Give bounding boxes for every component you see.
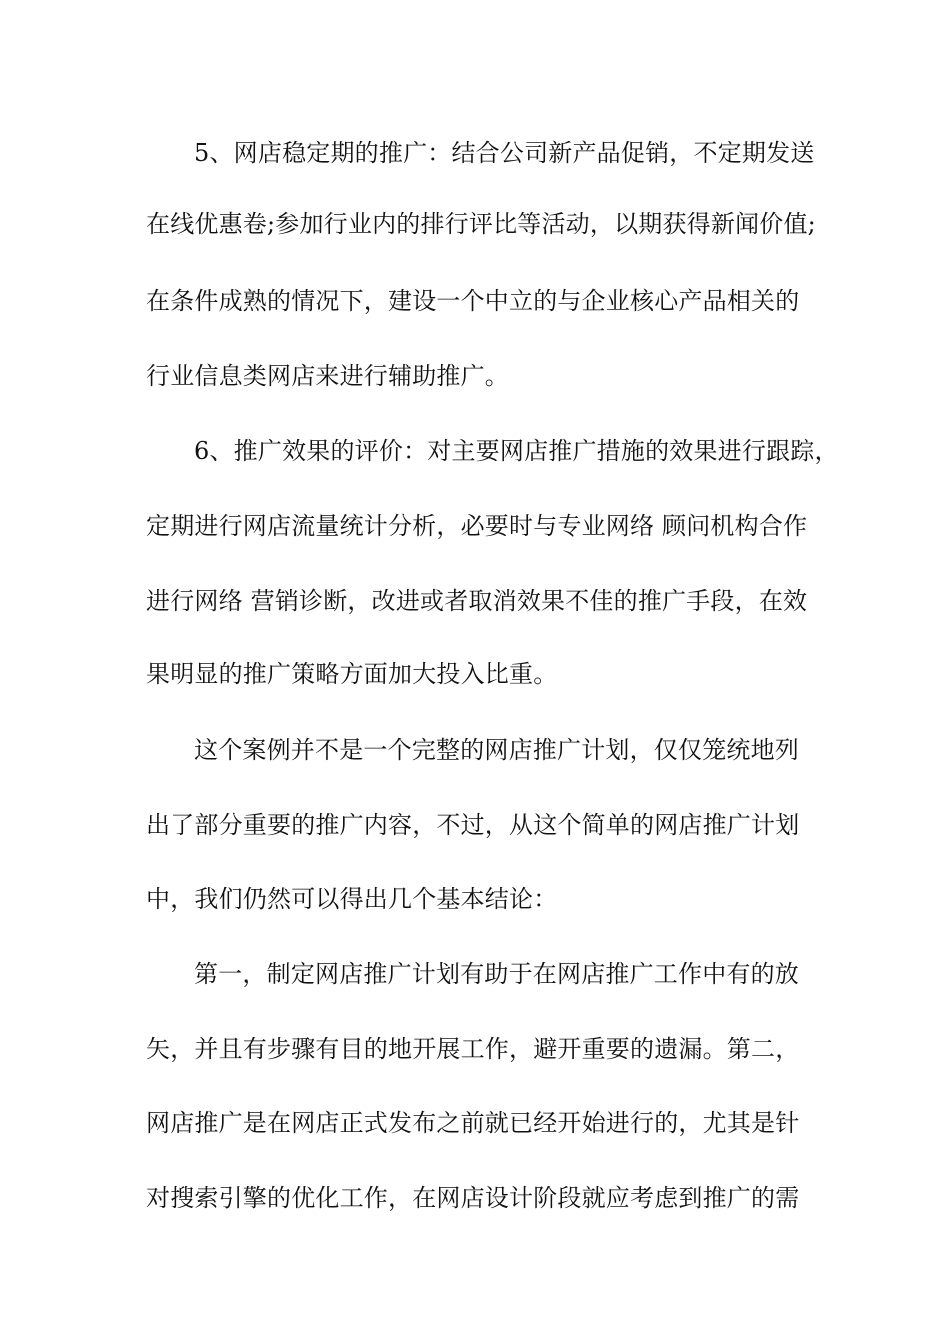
text-line: 在线优惠卷;参加行业内的排行评比等活动，以期获得新闻价值; <box>146 210 816 238</box>
text-line: 对搜索引擎的优化工作，在网店设计阶段就应考虑到推广的需 <box>146 1184 800 1212</box>
text-line: 定期进行网店流量统计分析，必要时与专业网络 顾问机构合作 <box>146 512 808 540</box>
text-line: 果明显的推广策略方面加大投入比重。 <box>146 660 558 688</box>
text-line: 第一，制定网店推广计划有助于在网店推广工作中有的放 <box>194 960 799 988</box>
text-line: 5、网店稳定期的推广：结合公司新产品促销，不定期发送 <box>194 139 815 167</box>
text-line: 行业信息类网店来进行辅助推广。 <box>146 362 509 390</box>
text-line: 网店推广是在网店正式发布之前就已经开始进行的，尤其是针 <box>146 1109 800 1137</box>
text-line: 6、推广效果的评价：对主要网店推广措施的效果进行跟踪， <box>194 437 839 465</box>
text-line: 在条件成熟的情况下，建设一个中立的与企业核心产品相关的 <box>146 287 800 315</box>
text-line: 出了部分重要的推广内容，不过，从这个简单的网店推广计划 <box>146 811 800 839</box>
text-line: 矢，并且有步骤有目的地开展工作，避开重要的遗漏。第二， <box>146 1035 800 1063</box>
text-line: 中，我们仍然可以得出几个基本结论： <box>146 885 558 913</box>
text-line: 这个案例并不是一个完整的网店推广计划，仅仅笼统地列 <box>194 736 799 764</box>
text-line: 进行网络 营销诊断，改进或者取消效果不佳的推广手段，在效 <box>146 587 808 615</box>
